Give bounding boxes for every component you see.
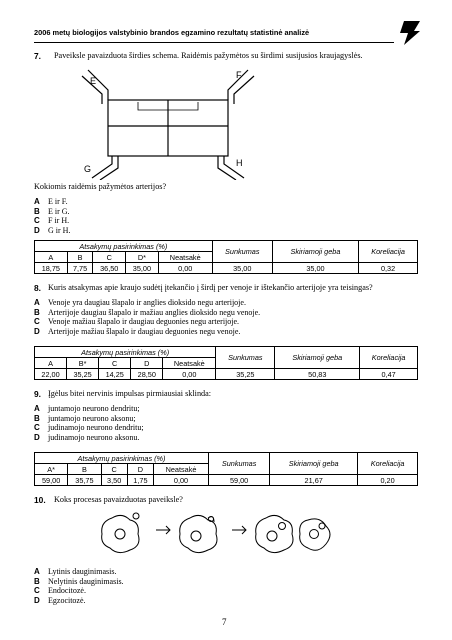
q8-option-d: D Arterijoje mažiau šlapalo ir daugiau deguonies negu venoje. <box>34 326 241 336</box>
answer-col-header: D <box>127 464 153 475</box>
table-row: 59,00 35,75 3,50 1,75 0,00 59,00 21,67 0,20 <box>35 475 418 486</box>
no-answer-header: Neatsakė <box>163 358 216 369</box>
answer-col-header: B <box>67 252 93 263</box>
answer-col-header: C <box>101 464 127 475</box>
answer-col-header: C <box>99 358 131 369</box>
answer-col-header: B <box>68 464 101 475</box>
answers-header: Atsakymų pasirinkimas (%) <box>35 347 216 358</box>
answers-header: Atsakymų pasirinkimas (%) <box>35 453 209 464</box>
answer-col-header: A <box>35 252 68 263</box>
correlation-header: Koreliacija <box>360 347 418 369</box>
q7-text: Paveiksle pavaizduota širdies schema. Raidėmis pažymėtos su širdimi susijusios kraujagyslės. <box>54 51 363 60</box>
q7-option-d: D G ir H. <box>34 225 71 235</box>
no-answer-header: Neatsakė <box>154 464 209 475</box>
q7-question: Kokiomis raidėmis pažymėtos arterijos? <box>34 182 167 191</box>
q9-options <box>34 404 144 442</box>
discrimination-header: Skiriamoji geba <box>270 453 358 475</box>
q9-option-b: B juntamojo neurono aksonu; <box>34 413 136 423</box>
table-row: 18,75 7,75 36,50 35,00 0,00 35,00 35,00 0,32 <box>35 263 418 274</box>
page-number: 7 <box>222 617 227 627</box>
answer-col-header: D <box>131 358 163 369</box>
q8-text: Kuris atsakymas apie kraujo sudėtį įtekančio į širdį per venoje ir ištekančio arterijoje yra teisingas? <box>48 283 373 292</box>
answer-col-header: A <box>35 358 67 369</box>
diagram-label-f: F <box>236 70 242 80</box>
page-header-title: 2006 metų biologijos valstybinio brandos egzamino rezultatų statistinė analizė <box>34 28 310 37</box>
header-divider <box>34 42 394 43</box>
q8-option-b: B Arterijoje daugiau šlapalo ir mažiau anglies dioksido negu venoje. <box>34 307 261 317</box>
q10-text: Koks procesas pavaizduotas paveiksle? <box>54 495 183 504</box>
q8-number: 8. <box>34 283 41 293</box>
q10-number: 10. <box>34 495 46 505</box>
no-answer-header: Neatsakė <box>158 252 212 263</box>
difficulty-header: Sunkumas <box>208 453 269 475</box>
q8-option-c: C Venoje mažiau šlapalo ir daugiau deguonies negu arterijoje. <box>34 317 240 327</box>
q7-number: 7. <box>34 51 41 61</box>
q7-option-c: C F ir H. <box>34 216 70 226</box>
heart-schema-diagram <box>78 64 258 180</box>
answers-header: Atsakymų pasirinkimas (%) <box>35 241 213 252</box>
q8-option-a: A Venoje yra daugiau šlapalo ir anglies dioksido negu arterijoje. <box>34 298 246 307</box>
correlation-header: Koreliacija <box>359 241 418 263</box>
correlation-header: Koreliacija <box>358 453 418 475</box>
q7-option-b: B E ir G. <box>34 206 70 216</box>
q9-number: 9. <box>34 389 41 399</box>
q9-text: Įgėlus bitei nervinis impulsas pirmiausiai sklinda: <box>48 389 212 398</box>
diagram-label-g: G <box>84 164 92 174</box>
q10-option-d: D Egzocitozė. <box>34 595 86 605</box>
q9-stats-table <box>34 452 418 486</box>
diagram-label-h: H <box>236 158 243 168</box>
answer-col-header: D* <box>126 252 159 263</box>
endocytosis-process-diagram <box>96 508 336 558</box>
q8-options <box>34 298 260 336</box>
q9-option-d: D judinamojo neurono aksonu. <box>34 432 140 442</box>
q10-option-c: C Endocitozė. <box>34 586 86 596</box>
q7-option-a: A E ir F. <box>34 197 68 206</box>
table-row: 22,00 35,25 14,25 28,50 0,00 35,25 50,83 0,47 <box>35 369 418 380</box>
q7-options <box>34 197 70 235</box>
answer-col-header: B* <box>67 358 99 369</box>
q10-options <box>34 567 124 605</box>
publisher-logo-icon <box>394 18 422 46</box>
difficulty-header: Sunkumas <box>212 241 272 263</box>
q7-stats-table <box>34 240 418 274</box>
q10-option-b: B Nelytinis dauginimasis. <box>34 576 124 586</box>
answer-col-header: C <box>93 252 126 263</box>
answer-col-header: A* <box>35 464 68 475</box>
q9-option-a: A juntamojo neurono dendritu; <box>34 404 140 413</box>
difficulty-header: Sunkumas <box>216 347 275 369</box>
q8-stats-table <box>34 346 418 380</box>
q9-option-c: C judinamojo neurono dendritu; <box>34 423 144 433</box>
diagram-label-e: E <box>90 76 97 86</box>
discrimination-header: Skiriamoji geba <box>275 347 360 369</box>
discrimination-header: Skiriamoji geba <box>272 241 358 263</box>
q10-option-a: A Lytinis dauginimasis. <box>34 567 117 576</box>
